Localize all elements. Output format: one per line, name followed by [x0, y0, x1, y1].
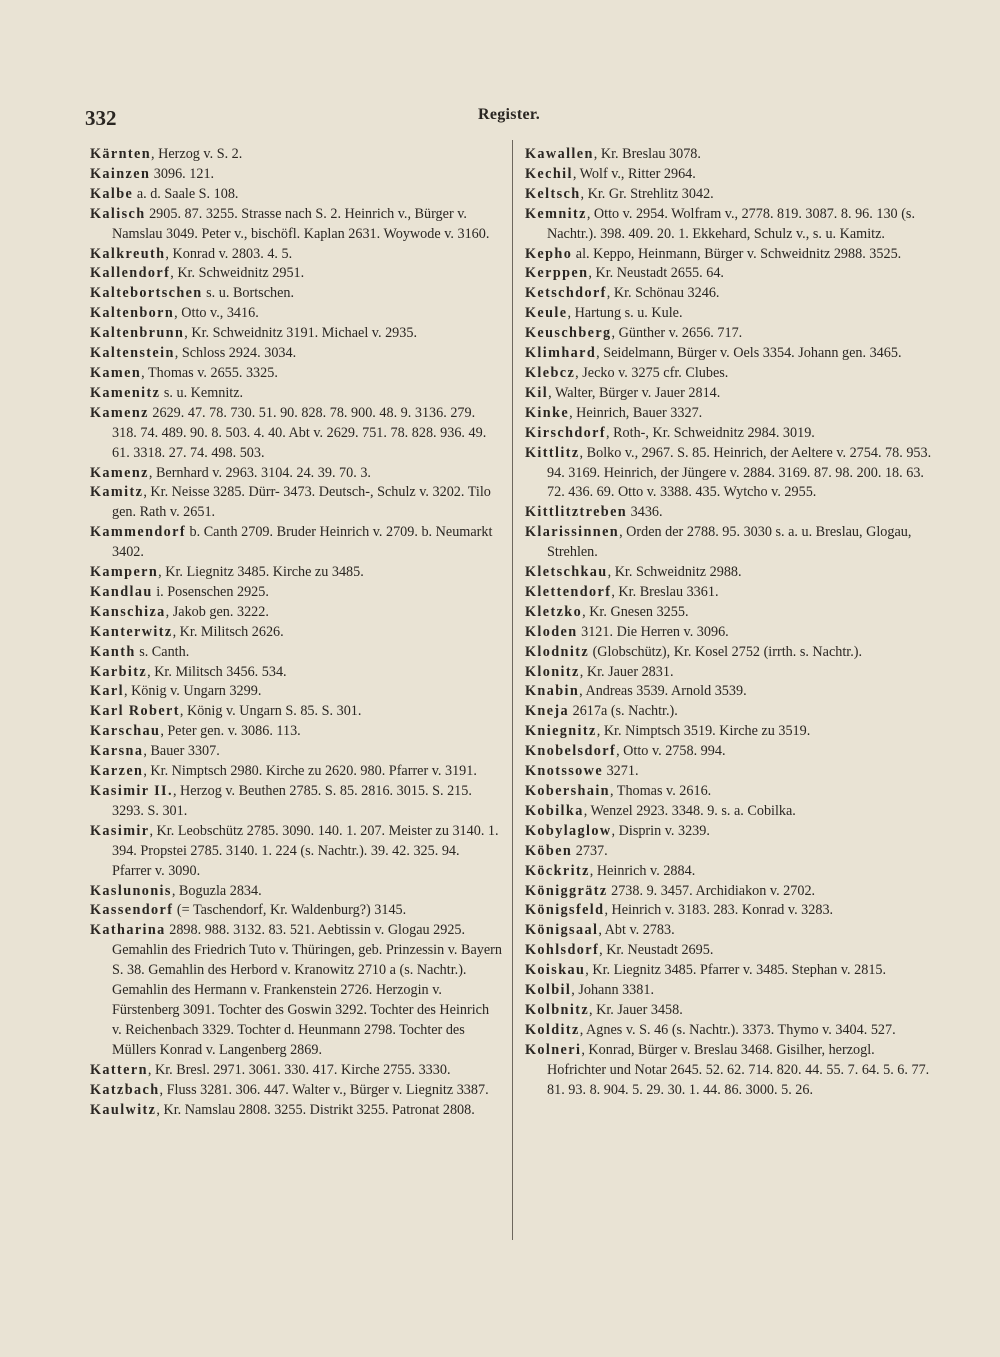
index-entry — [525, 404, 937, 424]
entry-text: , Kr. Nimptsch 3519. Kirche zu 3519. — [596, 723, 811, 740]
index-entry — [90, 623, 502, 643]
page-number: 332 — [85, 106, 117, 130]
entry-text: 3121. Die Herren v. 3096. — [577, 623, 729, 640]
entry-headword: Kittlitz — [525, 444, 580, 461]
entry-headword: Kohlsdorf — [525, 942, 600, 959]
entry-text: , Seidelmann, Bürger v. Oels 3354. Johann gen. 3465. — [596, 345, 902, 362]
entry-headword: Kirschdorf — [525, 424, 606, 441]
entry-text: , Kr. Neisse 3285. Dürr- 3473. Deutsch-, Schulz v. 3202. Tilo gen. Rath v. 2651. — [112, 484, 491, 521]
entry-text: , Kr. Liegnitz 3485. Kirche zu 3485. — [158, 564, 364, 581]
entry-text: (= Taschendorf, Kr. Waldenburg?) 3145. — [173, 902, 407, 919]
entry-text: 2617a (s. Nachtr.). — [569, 703, 678, 720]
entry-headword: Knabin — [525, 683, 580, 700]
entry-text: , Kr. Namslau 2808. 3255. Distrikt 3255. Patronat 2808. — [156, 1101, 475, 1118]
entry-headword: Kobilka — [525, 802, 584, 819]
index-entry — [90, 563, 502, 583]
index-entry — [525, 722, 937, 742]
index-entry — [525, 523, 937, 563]
index-entry — [525, 583, 937, 603]
index-entry — [525, 344, 937, 364]
entry-headword: Keule — [525, 305, 568, 322]
entry-headword: Köben — [525, 842, 573, 859]
index-entry — [525, 762, 937, 782]
index-entry — [90, 165, 502, 185]
entry-text: , König v. Ungarn S. 85. S. 301. — [179, 703, 362, 720]
entry-headword: Keuschberg — [525, 325, 612, 342]
entry-text: al. Keppo, Heinmann, Bürger v. Schweidnitz 2988. 3525. — [572, 245, 902, 262]
entry-text: , Bolko v., 2967. S. 85. Heinrich, der Aeltere v. 2754. 78. 953. 94. 3169. Heinrich, der Jüngere v. 2884. 3169. 87. 98. 200. 18. 63. 72. 436. 69. Otto v. 3388. 435. Wytcho v. 2955. — [547, 444, 932, 501]
entry-headword: Kalbe — [90, 185, 134, 202]
entry-text: , Kr. Schweidnitz 2988. — [607, 564, 742, 581]
entry-text: , Jakob gen. 3222. — [165, 603, 269, 620]
entry-headword: Kamenz — [90, 404, 149, 421]
entry-text: , Thomas v. 2616. — [609, 783, 712, 799]
entry-text: , Günther v. 2656. 717. — [611, 325, 743, 342]
entry-headword: Kobylaglow — [525, 822, 612, 839]
entry-headword: Kawallen — [525, 146, 594, 162]
index-entry — [90, 663, 502, 683]
entry-text: , Agnes v. S. 46 (s. Nachtr.). 3373. Thymo v. 3404. 527. — [579, 1021, 896, 1038]
entry-headword: Kallendorf — [90, 265, 171, 282]
entry-text: , Disprin v. 3239. — [611, 822, 710, 839]
entry-headword: Kaltenstein — [90, 345, 175, 362]
entry-headword: Karschau — [90, 723, 161, 740]
entry-text: , Thomas v. 2655. 3325. — [141, 364, 278, 381]
entry-text: (Globschütz), Kr. Kosel 2752 (irrth. s. Nachtr.). — [589, 643, 863, 660]
index-entry — [525, 862, 937, 882]
entry-text: 2898. 988. 3132. 83. 521. Aebtissin v. Glogau 2925. Gemahlin des Friedrich Tuto v. Thüringen, geb. Prinzessin v. Bayern S. 38. Gemahlin des Herbord v. Kranowitz 2710 a (s. Nachtr.). Gemahlin des Hermann v. Frankenstein 2726. Herzogin v. Fürstenberg 3091. Tochter des Goswin 3292. Tochter des Heinrich v. Reichenbach 3329. Tochter d. Heunmann 2798. Tochter des Müllers Konrad v. Langenberg 2869. — [112, 922, 502, 1058]
entry-text: , Wenzel 2923. 3348. 9. s. a. Cobilka. — [583, 802, 796, 819]
index-entry — [90, 722, 502, 742]
index-entry — [90, 1101, 502, 1121]
entry-text: a. d. Saale S. 108. — [133, 185, 239, 202]
entry-text: , Wolf v., Ritter 2964. — [572, 165, 696, 182]
entry-text: , Kr. Neustadt 2695. — [599, 942, 714, 959]
index-entry — [90, 882, 502, 902]
index-entry — [90, 762, 502, 782]
entry-headword: Kasimir II. — [90, 783, 173, 799]
index-entry — [90, 483, 502, 523]
entry-headword: Kainzen — [90, 165, 151, 182]
entry-text: , Kr. Schönau 3246. — [606, 285, 720, 302]
entry-headword: Kaltenborn — [90, 305, 175, 322]
index-entry — [90, 145, 502, 165]
index-entry — [525, 1021, 937, 1041]
entry-headword: Kammendorf — [90, 524, 186, 541]
entry-headword: Katzbach — [90, 1081, 160, 1098]
index-entry — [90, 464, 502, 484]
entry-text: , Kr. Gnesen 3255. — [582, 603, 689, 620]
entry-text: , Kr. Leobschütz 2785. 3090. 140. 1. 207. Meister zu 3140. 1. 394. Propstei 2785. 3140. 1. 224 (s. Nachtr.). 39. 42. 325. 94. Pfarrer v. 3090. — [112, 822, 499, 879]
entry-headword: Kandlau — [90, 583, 153, 600]
entry-headword: Königsfeld — [525, 902, 605, 919]
index-entry — [90, 583, 502, 603]
entry-headword: Kanth — [90, 643, 136, 660]
index-entry — [90, 682, 502, 702]
left-column — [90, 145, 502, 1120]
index-entry — [525, 444, 937, 504]
entry-text: , Kr. Jauer 2831. — [579, 663, 674, 680]
entry-headword: Kinke — [525, 404, 570, 421]
index-entry — [525, 145, 937, 165]
entry-text: , Kr. Breslau 3078. — [593, 146, 701, 162]
index-entry — [90, 822, 502, 882]
entry-headword: Karsna — [90, 743, 144, 760]
index-entry — [90, 364, 502, 384]
entry-headword: Knobelsdorf — [525, 743, 617, 760]
index-entry — [525, 165, 937, 185]
index-entry — [525, 364, 937, 384]
entry-text: , Konrad, Bürger v. Breslau 3468. Gisilher, herzogl. Hofrichter und Notar 2645. 52. 62. 714. 820. 44. 55. 7. 64. 5. 6. 77. 81. 93. 8. 904. 5. 29. 30. 1. 44. 86. 3000. 5. 26. — [547, 1041, 930, 1098]
entry-text: 2737. — [572, 842, 608, 859]
index-entry — [90, 324, 502, 344]
index-entry — [525, 424, 937, 444]
index-entry — [90, 643, 502, 663]
entry-headword: Kletschkau — [525, 564, 608, 581]
entry-headword: Kerppen — [525, 265, 589, 282]
entry-text: , Kr. Jauer 3458. — [589, 1001, 683, 1018]
entry-headword: Kolneri — [525, 1041, 582, 1058]
index-entry — [90, 1081, 502, 1101]
entry-text: , Kr. Schweidnitz 3191. Michael v. 2935. — [184, 325, 417, 342]
entry-text: , Herzog v. Beuthen 2785. S. 85. 2816. 3015. S. 215. 3293. S. 301. — [112, 783, 472, 819]
entry-headword: Kalkreuth — [90, 245, 166, 262]
index-entry — [525, 185, 937, 205]
entry-headword: Kniegnitz — [525, 723, 597, 740]
index-entry — [525, 941, 937, 961]
index-entry — [90, 185, 502, 205]
entry-headword: Kärnten — [90, 146, 152, 162]
entry-headword: Klarissinnen — [525, 524, 620, 541]
index-entry — [525, 643, 937, 663]
entry-headword: Kamenitz — [90, 384, 161, 401]
index-entry — [90, 523, 502, 563]
entry-text: , Otto v. 2758. 994. — [616, 743, 726, 760]
entry-text: , Abt v. 2783. — [598, 922, 675, 939]
entry-text: , Otto v. 2954. Wolfram v., 2778. 819. 3087. 8. 96. 130 (s. Nachtr.). 398. 409. 20. 1. Ekkehard, Schulz v., s. u. Kamitz. — [547, 205, 915, 242]
entry-headword: Kamitz — [90, 484, 144, 501]
entry-headword: Klonitz — [525, 663, 580, 680]
entry-text: , Peter gen. v. 3086. 113. — [160, 723, 301, 740]
entry-headword: Kampern — [90, 564, 159, 581]
entry-text: , Kr. Neustadt 2655. 64. — [588, 265, 724, 282]
index-entry — [525, 324, 937, 344]
index-entry — [525, 921, 937, 941]
entry-headword: Kneja — [525, 703, 570, 720]
column-divider — [512, 140, 513, 1240]
entry-text: s. u. Bortschen. — [202, 285, 295, 302]
entry-headword: Kloden — [525, 623, 578, 640]
index-entry — [90, 782, 502, 822]
index-entry — [525, 384, 937, 404]
entry-text: , Kr. Nimptsch 2980. Kirche zu 2620. 980. Pfarrer v. 3191. — [143, 763, 477, 780]
entry-headword: Kasimir — [90, 822, 150, 839]
entry-text: i. Posenschen 2925. — [152, 583, 269, 600]
entry-text: , Schloss 2924. 3034. — [174, 345, 297, 362]
entry-text: , Kr. Militsch 2626. — [172, 623, 284, 640]
entry-headword: Kil — [525, 384, 549, 401]
index-entry — [525, 702, 937, 722]
running-head: Register. — [478, 106, 541, 123]
entry-text: , Kr. Gr. Strehlitz 3042. — [580, 185, 714, 202]
index-entry — [90, 404, 502, 464]
entry-headword: Kolbnitz — [525, 1001, 590, 1018]
entry-headword: Klettendorf — [525, 583, 612, 600]
index-entry — [90, 304, 502, 324]
index-entry — [90, 921, 502, 1060]
index-entry — [525, 663, 937, 683]
index-entry — [525, 503, 937, 523]
entry-headword: Karzen — [90, 763, 144, 780]
entry-headword: Koiskau — [525, 962, 586, 979]
entry-text: , Kr. Bresl. 2971. 3061. 330. 417. Kirche 2755. 3330. — [147, 1061, 451, 1078]
entry-headword: Kamenz — [90, 464, 149, 481]
entry-text: b. Canth 2709. Bruder Heinrich v. 2709. b. Neumarkt 3402. — [112, 524, 493, 561]
entry-headword: Kepho — [525, 245, 573, 262]
entry-text: , Bauer 3307. — [143, 743, 220, 760]
entry-headword: Klimhard — [525, 345, 597, 362]
entry-headword: Klebcz — [525, 364, 576, 381]
entry-headword: Knotssowe — [525, 763, 604, 780]
index-entry — [90, 1061, 502, 1081]
index-entry — [525, 782, 937, 802]
entry-headword: Kechil — [525, 165, 573, 182]
index-entry — [525, 563, 937, 583]
index-entry — [90, 205, 502, 245]
index-entry — [525, 682, 937, 702]
entry-text: 2905. 87. 3255. Strasse nach S. 2. Heinrich v., Bürger v. Namslau 3049. Peter v., bischöfl. Kaplan 2631. Woywode v. 3160. — [112, 205, 490, 242]
entry-text: , Jecko v. 3275 cfr. Clubes. — [575, 364, 729, 381]
entry-headword: Kolbil — [525, 982, 572, 999]
entry-text: 3436. — [627, 504, 663, 521]
entry-headword: Karl Robert — [90, 703, 180, 720]
entry-text: 3096. 121. — [150, 165, 215, 182]
index-entry — [525, 742, 937, 762]
index-entry — [525, 802, 937, 822]
entry-headword: Kolditz — [525, 1021, 580, 1038]
entry-text: , Kr. Schweidnitz 2951. — [170, 265, 305, 282]
index-entry — [525, 304, 937, 324]
entry-headword: Katharina — [90, 922, 166, 939]
entry-headword: Kletzko — [525, 603, 583, 620]
index-entry — [525, 623, 937, 643]
entry-headword: Karbitz — [90, 663, 148, 680]
index-entry — [90, 344, 502, 364]
entry-text: , Fluss 3281. 306. 447. Walter v., Bürger v. Liegnitz 3387. — [159, 1081, 489, 1098]
index-entry — [525, 205, 937, 245]
entry-text: , Boguzla 2834. — [171, 882, 262, 899]
index-entry — [525, 842, 937, 862]
entry-text: , Kr. Breslau 3361. — [611, 583, 719, 600]
index-entry — [525, 245, 937, 265]
entry-headword: Ketschdorf — [525, 285, 607, 302]
index-entry — [525, 1041, 937, 1101]
entry-headword: Kassendorf — [90, 902, 174, 919]
entry-headword: Kaulwitz — [90, 1101, 157, 1118]
entry-text: , Konrad v. 2803. 4. 5. — [165, 245, 293, 262]
index-entry — [525, 603, 937, 623]
entry-text: , Roth-, Kr. Schweidnitz 2984. 3019. — [606, 424, 815, 441]
entry-text: , Herzog v. S. 2. — [151, 146, 243, 162]
entry-text: 3271. — [603, 763, 639, 780]
entry-headword: Karl — [90, 683, 124, 700]
entry-headword: Klodnitz — [525, 643, 590, 660]
entry-text: 2629. 47. 78. 730. 51. 90. 828. 78. 900. 48. 9. 3136. 279. 318. 74. 489. 90. 8. 503. 4. 40. Abt v. 2629. 751. 78. 828. 936. 49. 61. 3318. 27. 74. 498. 503. — [112, 404, 487, 461]
index-entry — [525, 901, 937, 921]
entry-text: , Walter, Bürger v. Jauer 2814. — [548, 384, 721, 401]
index-entry — [525, 1001, 937, 1021]
entry-headword: Königgrätz — [525, 882, 608, 899]
entry-headword: Kamen — [90, 364, 142, 381]
entry-text: , Orden der 2788. 95. 3030 s. a. u. Breslau, Glogau, Strehlen. — [547, 524, 912, 561]
entry-headword: Kemnitz — [525, 205, 587, 222]
index-entry — [525, 961, 937, 981]
index-entry — [90, 901, 502, 921]
entry-headword: Keltsch — [525, 185, 581, 202]
index-entry — [90, 245, 502, 265]
entry-text: , Heinrich, Bauer 3327. — [569, 404, 703, 421]
entry-text: , Andreas 3539. Arnold 3539. — [579, 683, 747, 700]
index-entry — [90, 384, 502, 404]
entry-headword: Kanterwitz — [90, 623, 173, 640]
entry-headword: Köckritz — [525, 862, 590, 879]
entry-text: , Bernhard v. 2963. 3104. 24. 39. 70. 3. — [148, 464, 371, 481]
entry-text: , König v. Ungarn 3299. — [123, 683, 262, 700]
entry-headword: Königsaal — [525, 922, 599, 939]
index-entry — [90, 284, 502, 304]
entry-headword: Kalisch — [90, 205, 146, 222]
entry-text: s. Canth. — [135, 643, 190, 660]
entry-headword: Kanschiza — [90, 603, 166, 620]
index-entry — [525, 981, 937, 1001]
entry-text: s. u. Kemnitz. — [160, 384, 244, 401]
index-entry — [525, 284, 937, 304]
right-column — [525, 145, 937, 1101]
entry-text: , Heinrich v. 2884. — [589, 862, 696, 879]
entry-headword: Kaltenbrunn — [90, 325, 185, 342]
index-entry — [90, 702, 502, 722]
index-entry — [525, 882, 937, 902]
index-entry — [90, 264, 502, 284]
index-entry — [90, 603, 502, 623]
entry-text: 2738. 9. 3457. Archidiakon v. 2702. — [607, 882, 816, 899]
entry-headword: Kattern — [90, 1061, 148, 1078]
entry-headword: Kaslunonis — [90, 882, 172, 899]
entry-text: , Otto v., 3416. — [174, 305, 259, 322]
index-entry — [525, 264, 937, 284]
entry-text: , Hartung s. u. Kule. — [567, 305, 683, 322]
entry-text: , Kr. Liegnitz 3485. Pfarrer v. 3485. Stephan v. 2815. — [585, 962, 887, 979]
entry-text: , Kr. Militsch 3456. 534. — [147, 663, 287, 680]
index-entry — [525, 822, 937, 842]
entry-headword: Kittlitztreben — [525, 504, 628, 521]
entry-headword: Kobershain — [525, 783, 610, 799]
entry-text: , Johann 3381. — [571, 982, 655, 999]
index-entry — [90, 742, 502, 762]
entry-headword: Kaltebortschen — [90, 285, 203, 302]
entry-text: , Heinrich v. 3183. 283. Konrad v. 3283. — [604, 902, 834, 919]
